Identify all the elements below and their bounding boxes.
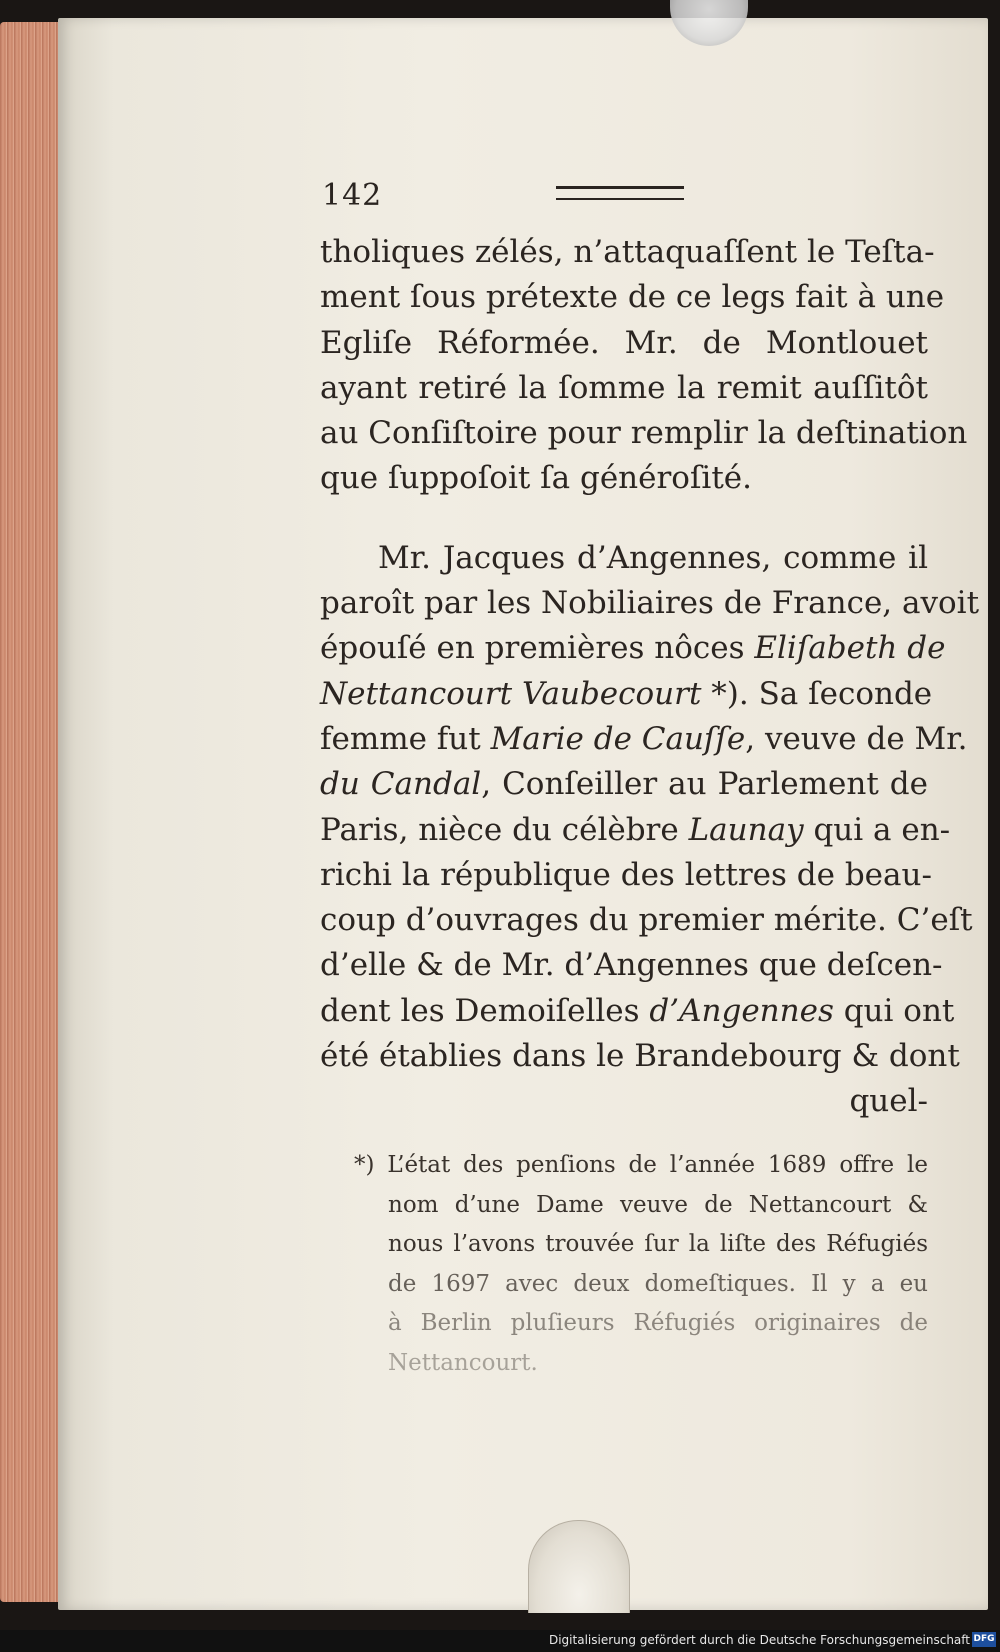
text-line [320,717,968,762]
text-line: au Conſiſtoire pour remplir la deſtination [320,415,968,452]
text-run: , veuve de Mr. [745,720,968,757]
text-line: richi la république des lettres de beau- [320,856,932,893]
text-line [320,762,928,807]
footnote-line: Nettancourt. [388,1349,538,1376]
italic-name: Nettancourt Vaubecourt [320,675,702,712]
text-line: ment ſous prétexte de ce legs fait à une [320,279,945,316]
text-run: qui ont [833,992,955,1029]
text-run: dent les Demoiſelles [320,992,650,1029]
text-run: épouſé en premières nôces [320,630,755,667]
text-run: Paris, nièce du célèbre [320,811,689,848]
footnote-line: à Berlin pluſieurs Réfugiés originaires de [388,1310,928,1336]
main-text [320,230,980,1125]
footnote [354,1146,928,1383]
header-rule [556,186,684,200]
text-line [320,672,933,717]
text-line [320,808,951,853]
paragraph-gap [320,502,928,536]
text-line: ayant retiré la ſomme la remit auſſitôt [320,369,928,406]
footnote-line: nom d’une Dame veuve de Nettancourt & [388,1191,928,1218]
text-line [320,626,946,671]
text-line: été établies dans le Brandebourg & dont [320,1038,960,1075]
page-number: 142 [322,178,383,213]
text-run: , Conſeiller au Parlement de [481,766,928,803]
digitization-credit: Digitalisierung gefördert durch die Deutsche Forschungsgemeinschaft [548,1633,970,1647]
italic-name: Eliſabeth de [754,630,946,667]
italic-name: Marie de Cauſſe [490,720,746,757]
catchword: quel- [849,1083,928,1120]
text-line: Mr. Jacques d’Angennes, comme il [378,539,928,576]
text-line: coup d’ouvrages du premier mérite. C’eſt [320,902,973,939]
text-line: que ſuppoſoit ſa généroſité. [320,460,753,497]
footnote-line: de 1697 avec deux domeſtiques. Il y a eu [388,1270,928,1297]
text-line: paroît par les Nobiliaires de France, avoit [320,585,980,622]
text-line: d’elle & de Mr. d’Angennes que deſcen- [320,947,943,984]
text-line: tholiques zélés, n’attaquaſſent le Teſta- [320,234,935,270]
italic-name: Launay [688,811,804,848]
bottom-page-clip [528,1520,630,1613]
text-line: Egliſe Réformée. Mr. de Montlouet [320,324,928,361]
book-page-edges [0,22,64,1602]
footnote-line: nous l’avons trouvée ſur la liſte des Réfugiés [388,1231,928,1257]
text-line [320,989,955,1034]
italic-name: d’Angennes [649,992,834,1029]
text-run: *). Sa ſeconde [701,675,933,712]
dfg-logo-icon: DFG [972,1632,996,1647]
text-run: femme fut [320,720,491,757]
text-run: qui a en- [803,811,951,848]
footnote-line: *) L’état des penſions de l’année 1689 offre le [354,1152,928,1178]
italic-name: du Candal [320,766,482,803]
